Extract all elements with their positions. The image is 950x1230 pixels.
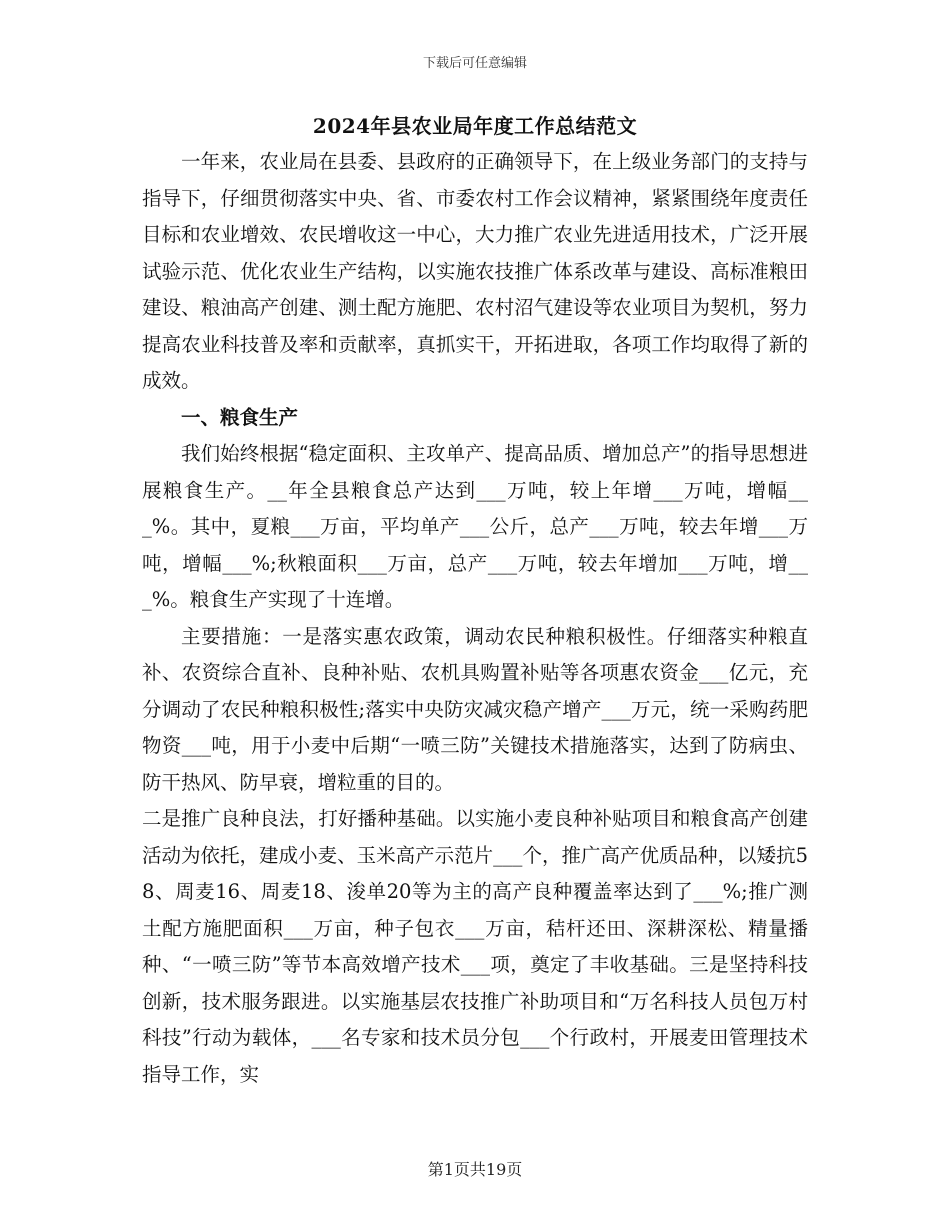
document-body [142, 112, 808, 1093]
main-measures-paragraph: 主要措施：一是落实惠农政策，调动农民种粮积极性。仔细落实种粮直补、农资综合直补、良种补贴、农机具购置补贴等各项惠农资金___亿元，充分调动了农民种粮积极性;落实中央防灾减灾稳产增产___万元，统一采购药肥物资___吨，用于小麦中后期“一喷三防”关键技术措施落实，达到了防病虫、防干热风、防早衰，增粒重的目的。 [142, 624, 808, 794]
grain-production-paragraph: 我们始终根据“稳定面积、主攻单产、提高品质、增加总产”的指导思想进展粮食生产。__年全县粮食总产达到___万吨，较上年增___万吨，增幅___%。其中，夏粮___万亩，平均单产___公斤，总产___万吨，较去年增___万吨，增幅___%;秋粮面积___万亩，总产___万吨，较去年增加___万吨，增___%。粮食生产实现了十连增。 [142, 442, 808, 611]
measures-continued-paragraph: 二是推广良种良法，打好播种基础。以实施小麦良种补贴项目和粮食高产创建活动为依托，建成小麦、玉米高产示范片___个，推广高产优质品种，以矮抗58、周麦16、周麦18、浚单20等为主的高产良种覆盖率达到了___%;推广测土配方施肥面积___万亩，种子包衣___万亩，秸杆还田、深耕深松、精量播种、“一喷三防”等节本高效增产技术___项，奠定了丰收基础。三是坚持科技创新，技术服务跟进。以实施基层农技推广补助项目和“万名科技人员包万村科技”行动为载体，___名专家和技术员分包___个行政村，开展麦田管理技术指导工作，实 [142, 807, 808, 1086]
page-number-footer: 第1页共19页 [427, 1160, 523, 1179]
intro-paragraph: 一年来，农业局在县委、县政府的正确领导下，在上级业务部门的支持与指导下，仔细贯彻落实中央、省、市委农村工作会议精神，紧紧围绕年度责任目标和农业增效、农民增收这一中心，大力推广农业先进适用技术，广泛开展试验示范、优化农业生产结构，以实施农技推广体系改革与建设、高标准粮田建设、粮油高产创建、测土配方施肥、农村沼气建设等农业项目为契机，努力提高农业科技普及率和贡献率，真抓实干，开拓进取，各项工作均取得了新的成效。 [142, 150, 808, 392]
section-heading-grain-production: 一、粮食生产 [181, 405, 299, 429]
page-header-note: 下载后可任意编辑 [422, 56, 527, 71]
document-title: 2024年县农业局年度工作总结范文 [312, 114, 638, 138]
